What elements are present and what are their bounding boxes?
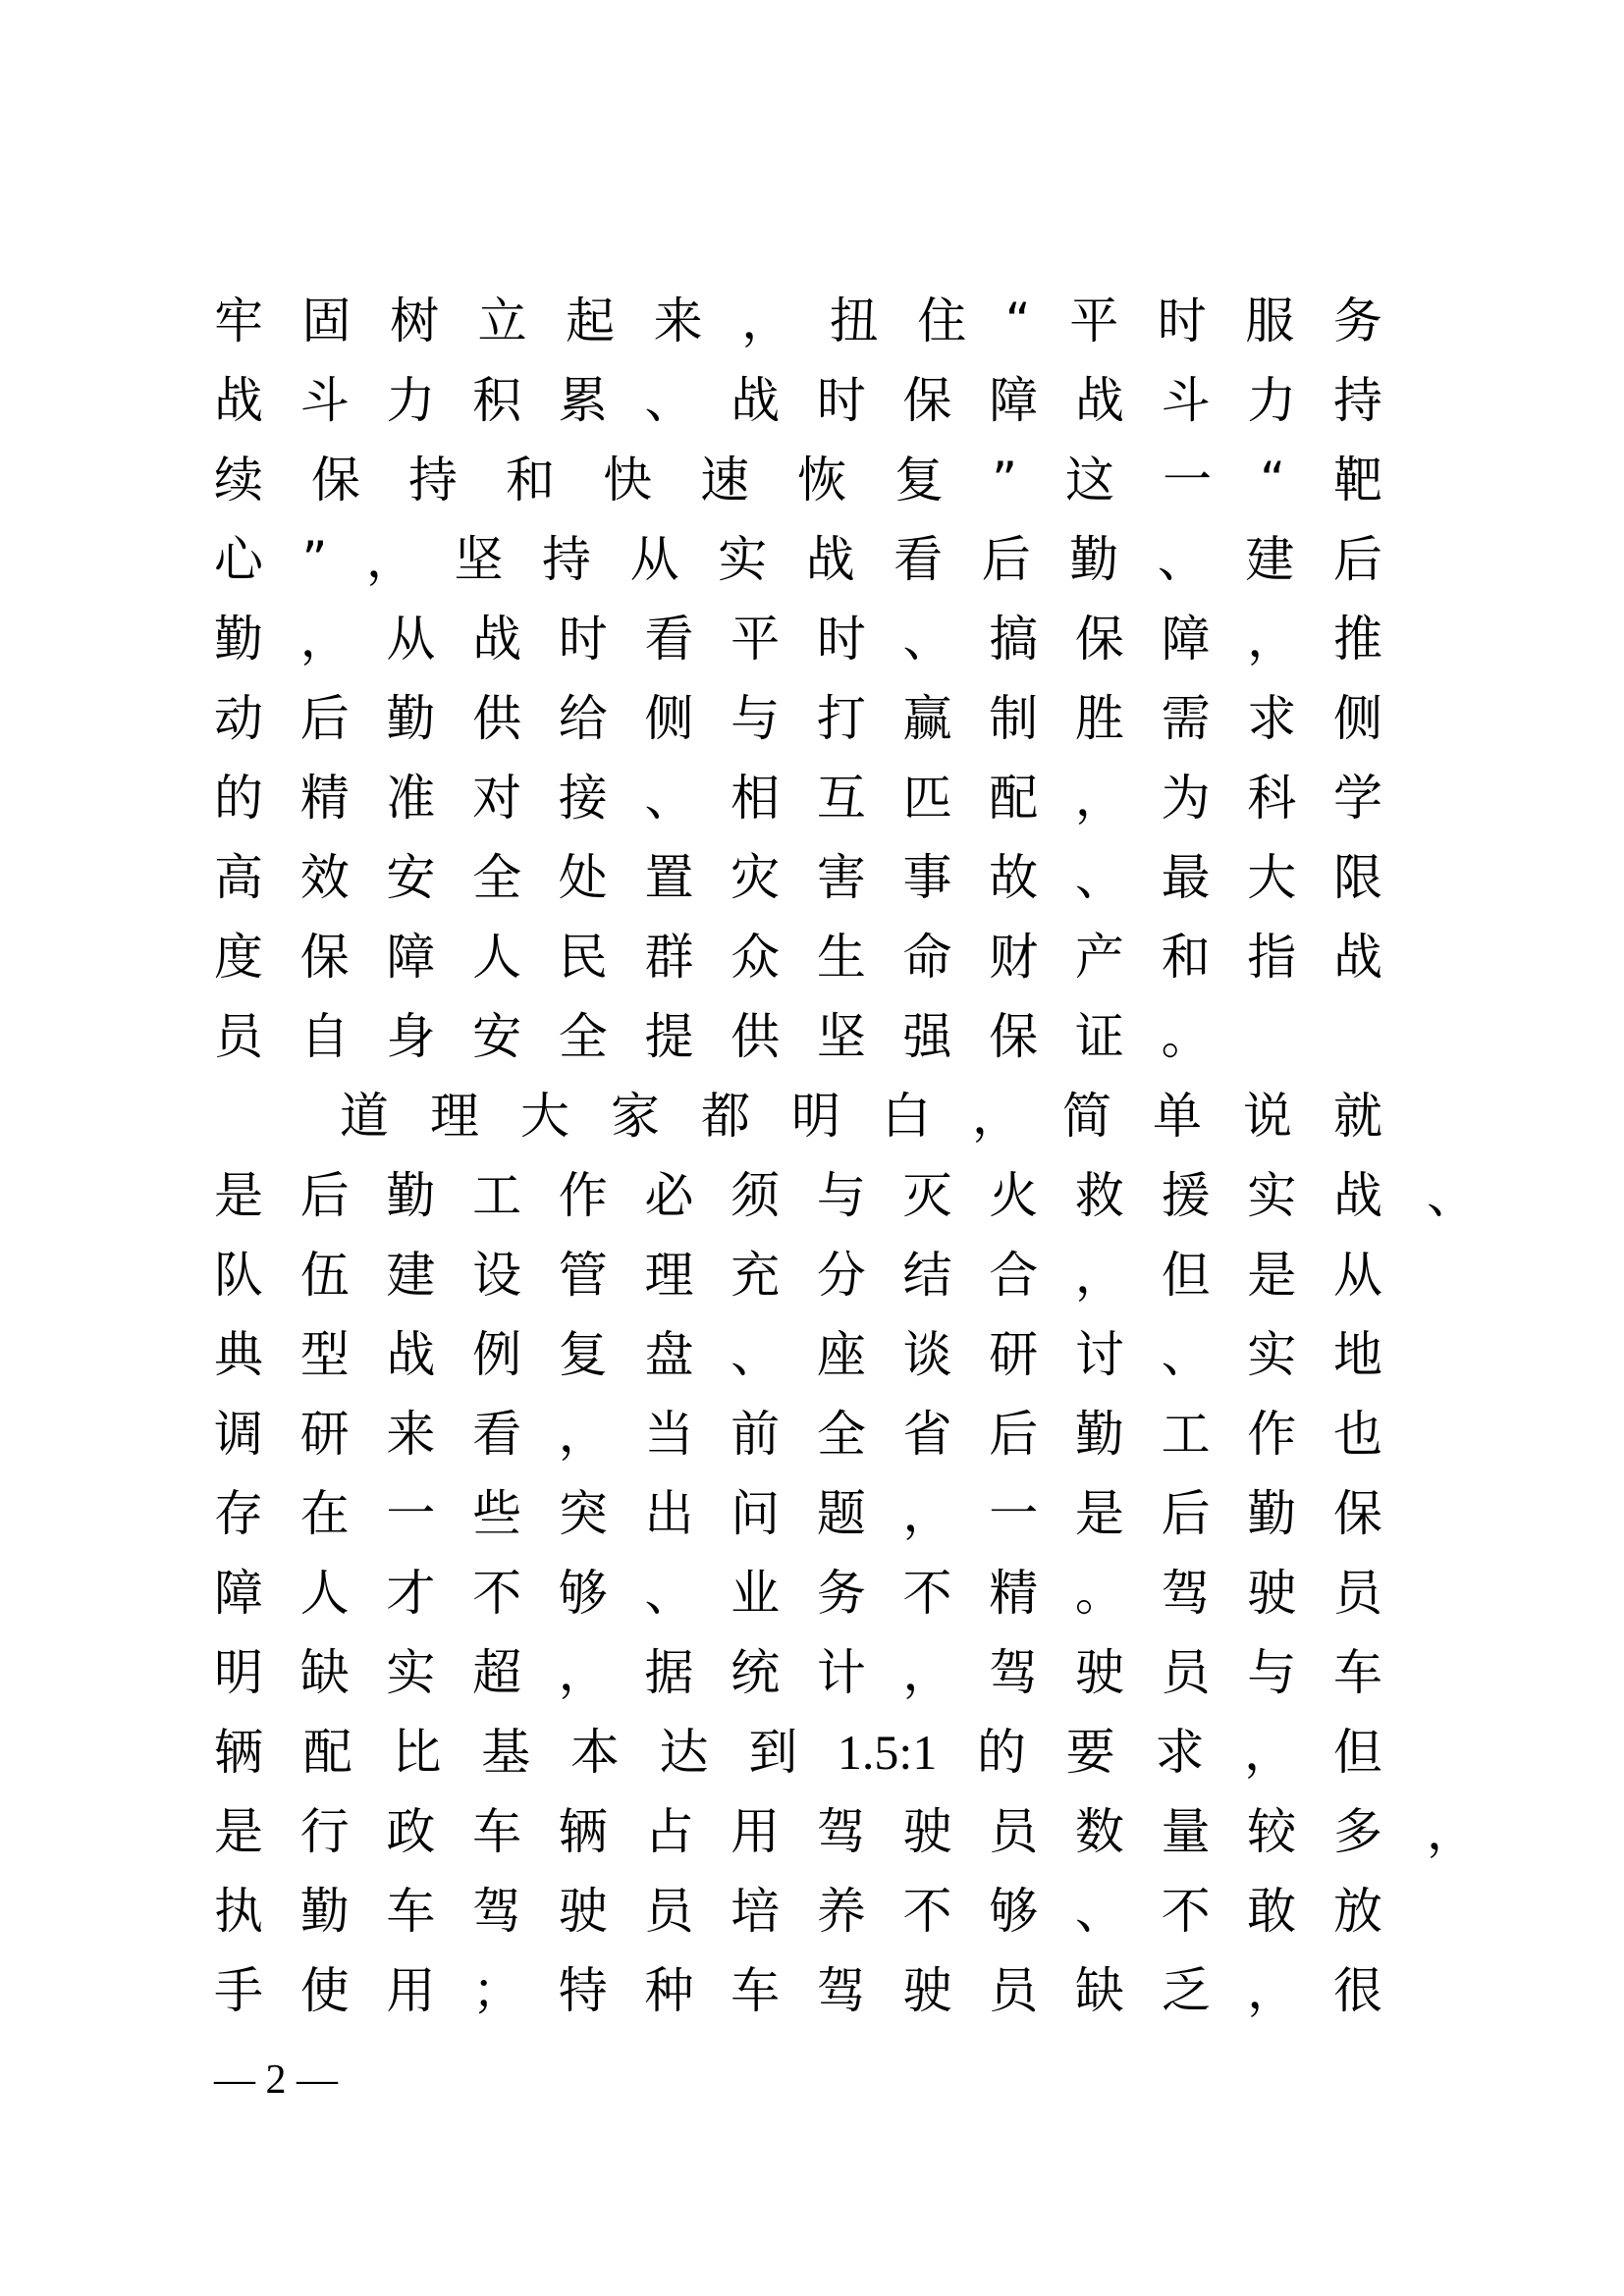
paragraph-line — [214, 520, 1382, 600]
paragraph-line — [214, 1474, 1382, 1554]
paragraph-line — [214, 1077, 1382, 1156]
paragraph-line — [214, 1633, 1382, 1713]
line-text: 勤 ， 从 战 时 看 平 时 、 搞 保 障 ， 推 — [214, 611, 1382, 667]
line-text: 是 行 政 车 辆 占 用 驾 驶 员 数 量 较 多 — [214, 1803, 1382, 1860]
line-text: 牢 固 树 立 起 来 ， 扭 住 “ 平 时 服 务 — [214, 293, 1382, 349]
line-text: 典 型 战 例 复 盘 、 座 谈 研 讨 、 实 地 — [214, 1326, 1382, 1383]
line-text: 的 精 准 对 接 、 相 互 匹 配 ， 为 科 学 — [214, 770, 1382, 827]
line-text: 续 保 持 和 快 速 恢 复 ” 这 一 “ 靶 — [214, 452, 1382, 508]
paragraph-line — [214, 1156, 1476, 1236]
line-text: 高 效 安 全 处 置 灾 害 事 故 、 最 大 限 — [214, 849, 1382, 906]
paragraph-line — [214, 997, 1382, 1077]
paragraph-line — [214, 1951, 1382, 2031]
paragraph-line — [214, 759, 1382, 838]
line-text: 调 研 来 看 ， 当 前 全 省 后 勤 工 作 也 — [214, 1406, 1382, 1463]
line-text: 执 勤 车 驾 驶 员 培 养 不 够 、 不 敢 放 — [214, 1883, 1382, 1940]
line-text: 动 后 勤 供 给 侧 与 打 赢 制 胜 需 求 侧 — [214, 690, 1382, 747]
document-body — [214, 282, 1476, 2031]
paragraph-line — [214, 1554, 1382, 1633]
paragraph-line — [214, 441, 1382, 520]
line-text: 心 ” ， 坚 持 从 实 战 看 后 勤 、 建 后 — [214, 531, 1382, 588]
paragraph-line — [214, 679, 1382, 759]
line-text: 队 伍 建 设 管 理 充 分 结 合 ， 但 是 从 — [214, 1247, 1382, 1304]
line-text: 战 斗 力 积 累 、 战 时 保 障 战 斗 力 持 — [214, 372, 1382, 429]
line-text: 员 自 身 安 全 提 供 坚 强 保 证 。 — [214, 1008, 1211, 1065]
line-text: 度 保 障 人 民 群 众 生 命 财 产 和 指 战 — [214, 929, 1382, 986]
page-number: — 2 — — [214, 2057, 338, 2103]
paragraph-line — [214, 1395, 1382, 1474]
paragraph-line — [214, 600, 1382, 679]
paragraph-line — [214, 838, 1382, 918]
paragraph-line — [214, 1792, 1476, 1872]
line-text: 障 人 才 不 够 、 业 务 不 精 。 驾 驶 员 — [214, 1565, 1382, 1622]
line-text: 存 在 一 些 突 出 问 题 ， 一 是 后 勤 保 — [214, 1485, 1382, 1542]
line-text: 是 后 勤 工 作 必 须 与 灭 火 救 援 实 战 — [214, 1167, 1382, 1224]
paragraph-line — [214, 282, 1382, 361]
paragraph-line — [214, 361, 1382, 441]
paragraph-line — [214, 1315, 1382, 1395]
line-text: 道 理 大 家 都 明 白 ， 简 单 说 就 — [340, 1088, 1382, 1145]
line-text: 辆 配 比 基 本 达 到 1.5:1 的 要 求 ， 但 — [214, 1724, 1382, 1781]
paragraph-line — [214, 1872, 1382, 1951]
hanging-punctuation: ， — [1427, 1803, 1476, 1860]
line-text: 明 缺 实 超 ， 据 统 计 ， 驾 驶 员 与 车 — [214, 1644, 1382, 1701]
line-text: 手 使 用 ； 特 种 车 驾 驶 员 缺 乏 ， 很 — [214, 1962, 1382, 2019]
paragraph-line — [214, 918, 1382, 997]
hanging-punctuation: 、 — [1427, 1167, 1476, 1224]
paragraph-line — [214, 1713, 1382, 1792]
paragraph-line — [214, 1236, 1382, 1315]
